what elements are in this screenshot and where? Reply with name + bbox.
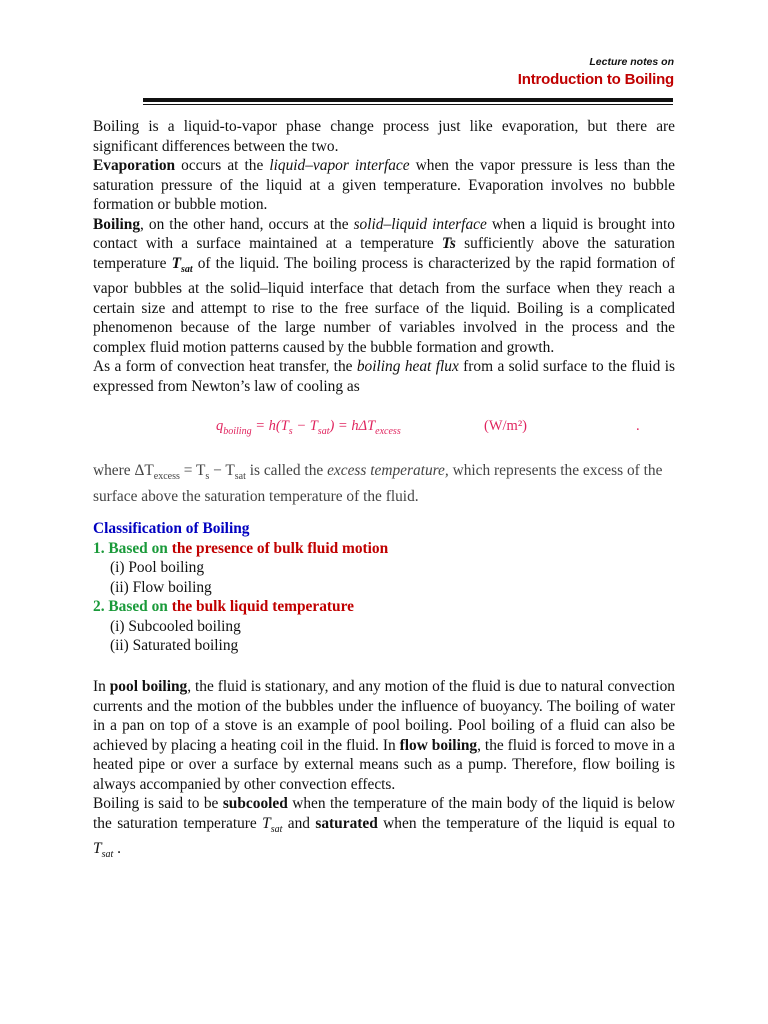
subcooled-term: subcooled <box>222 795 288 812</box>
list-item: (ii) Saturated boiling <box>110 637 239 654</box>
header-rule-thick <box>143 98 673 102</box>
list-item: (i) Pool boiling <box>110 559 205 576</box>
intro-paragraph: Boiling is a liquid-to-vapor phase change process just like evaporation, but there are significant differences between the two. <box>93 118 675 155</box>
tsat-symbol: T <box>171 254 181 272</box>
header-title: Introduction to Boiling <box>517 71 674 88</box>
header-rule-thin <box>143 104 673 105</box>
boiling-heat-flux: boiling heat flux <box>356 358 459 376</box>
intro-section <box>93 117 675 396</box>
flow-boiling-term: flow boiling <box>399 736 478 754</box>
classification-group-2: 2. Based on the bulk liquid temperature <box>93 598 354 615</box>
page-header <box>518 56 674 88</box>
list-item: (i) Subcooled boiling <box>110 617 241 635</box>
list-item: (ii) Flow boiling <box>110 578 212 596</box>
liquid-vapor-interface: liquid–vapor interface <box>269 157 410 174</box>
formula-equation: $q_{boiling} = h(T_s - T_{sat}) = h\Delta T_{excess}$ <box>216 418 401 437</box>
subcooled-saturated-paragraph: Boiling is said to be subcooled when the temperature of the main body of the liquid is below the saturation temperature $T_{sat}$ and saturated when the temperature of the liquid is equal to $T_{sat}$ . <box>93 795 675 861</box>
pool-flow-paragraph: In pool boiling, the fluid is stationary, and any motion of the fluid is due to natural convection currents and the motion of the bubbles under the influence of buoyancy. The boiling of water in a pan on top of a stove is an example of pool boiling. Pool boiling of a fluid can also be achieved by placing a heating coil in the fluid. In flow boiling, the fluid is forced to move in a heated pipe or over a surface by external means such as a pump. Therefore, flow boiling is always accompanied by other convection effects. <box>93 678 675 793</box>
boiling-term: Boiling <box>93 215 141 233</box>
evaporation-term: Evaporation <box>93 157 176 174</box>
newton-cooling-formula <box>0 418 768 442</box>
formula-dot: . <box>636 418 640 434</box>
classification-heading: Classification of Boiling <box>93 520 250 537</box>
boiling-paragraph: Boiling, on the other hand, occurs at the solid–liquid interface when a liquid is brought into contact with a surface maintained at a temperature Ts sufficiently above the saturation temperature $T_{sat}$ of the liquid. The boiling process is characterized by the rapid formation of vapor bubbles at the solid–liquid interface that detach from the surface when they reach a certain size and attempt to rise to the free surface of the liquid. Boiling is a complicated phenomenon because of the large number of variables involved in the process and the complex fluid motion patterns caused by the bubble formation and growth. <box>93 215 675 356</box>
pool-boiling-term: pool boiling <box>109 678 188 695</box>
saturated-term: saturated <box>315 814 378 832</box>
header-subtitle: Lecture notes on <box>589 56 674 68</box>
excess-temperature-definition: where $\Delta T_{excess} = T_s - T_{sat}$ is called the excess temperature, which represents the excess of the surface above the saturation temperature of the fluid. <box>93 462 663 505</box>
boiling-types-section <box>93 677 675 865</box>
formula-units: (W/m²) <box>484 418 527 434</box>
ts-symbol: Ts <box>441 235 456 252</box>
classification-group-1: 1. Based on the presence of bulk fluid motion <box>93 539 389 557</box>
solid-liquid-interface: solid–liquid interface <box>353 215 487 233</box>
convection-paragraph: As a form of convection heat transfer, the boiling heat flux from a solid surface to the fluid is expressed from Newton’s law of cooling as <box>93 358 675 395</box>
classification-section <box>93 519 388 656</box>
evaporation-paragraph: Evaporation occurs at the liquid–vapor interface when the vapor pressure is less than the saturation pressure of the liquid at a given temperature. Evaporation involves no bubble formation or bubble motion. <box>93 157 675 213</box>
excess-temperature-term: excess temperature, <box>327 462 449 479</box>
